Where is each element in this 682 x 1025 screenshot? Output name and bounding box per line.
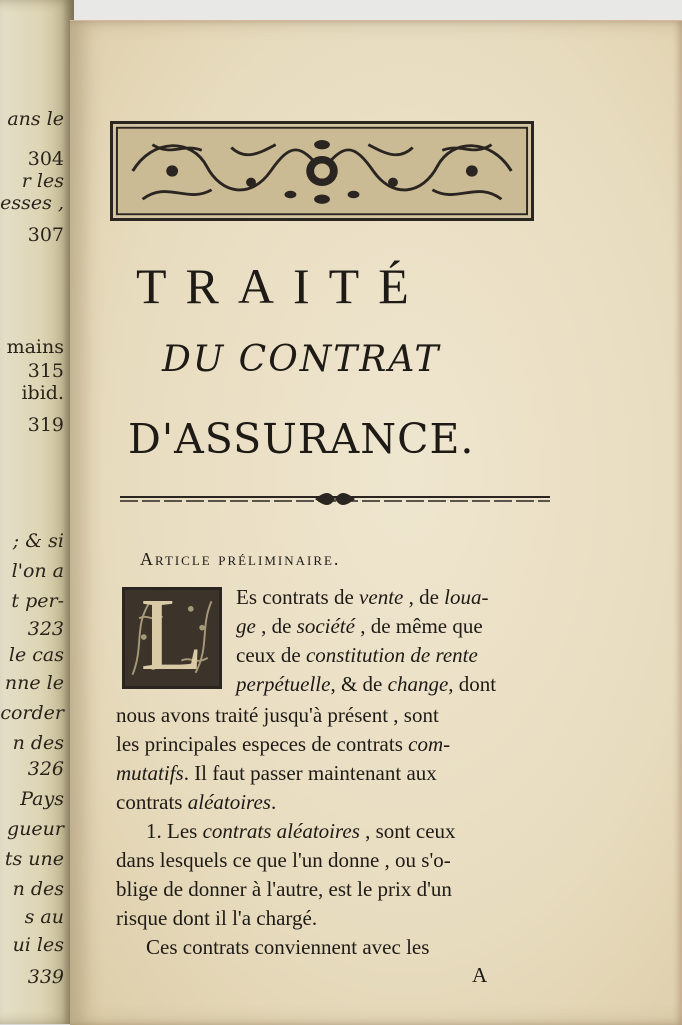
margin-fragment: r les <box>21 170 64 192</box>
signature-mark: A <box>472 963 488 987</box>
text-line: blige de donner à l'autre, est le prix d'un <box>116 877 452 901</box>
margin-fragment: ts une <box>4 848 64 870</box>
margin-fragment: corder <box>0 702 64 724</box>
text-line: contrats aléatoires. <box>116 790 277 814</box>
margin-fragment: s au <box>24 906 64 928</box>
margin-fragment: ibid. <box>21 382 64 404</box>
margin-fragment: ui les <box>12 934 64 956</box>
text-line: les principales especes de contrats com- <box>116 732 451 756</box>
margin-fragment: n des <box>12 732 64 754</box>
text-line: nous avons traité jusqu'à présent , sont <box>116 703 439 727</box>
margin-fragment: 339 <box>27 966 64 988</box>
margin-fragment: 315 <box>27 360 64 382</box>
left-page-edge <box>0 0 74 1024</box>
page-subtitle: DU CONTRAT <box>162 339 441 380</box>
text-line: 1. Les contrats aléatoires , sont ceux <box>146 819 456 843</box>
margin-fragment: le cas <box>8 644 64 666</box>
margin-fragment: Pays <box>20 788 64 810</box>
margin-fragment: esses , <box>0 192 64 214</box>
margin-fragment: t per- <box>11 590 64 612</box>
article-heading: Article préliminaire. <box>140 549 341 569</box>
margin-fragment: ans le <box>7 108 64 130</box>
title-page <box>70 20 682 1025</box>
margin-fragment: ; & si <box>12 530 64 552</box>
decorative-initial <box>122 587 222 689</box>
margin-fragment: 326 <box>27 758 64 780</box>
page-title: TRAITÉ <box>136 258 428 314</box>
text-line: Ces contrats conviennent avec les <box>146 935 430 959</box>
page-subtitle-main: D'ASSURANCE. <box>128 415 475 463</box>
margin-fragment: gueur <box>7 818 64 840</box>
margin-fragment: l'on a <box>11 560 64 582</box>
ornamental-rule-icon <box>120 491 550 507</box>
text-line: Es contrats de vente , de loua- <box>236 585 489 609</box>
text-line: risque dont il l'a chargé. <box>116 906 318 930</box>
margin-fragment: nne le <box>4 672 64 694</box>
text-line: dans lesquels ce que l'un donne , ou s'o- <box>116 848 451 872</box>
text-line: mutatifs. Il faut passer maintenant aux <box>116 761 437 785</box>
margin-fragment: 319 <box>27 414 64 436</box>
margin-fragment: n des <box>12 878 64 900</box>
text-line: ge , de société , de même que <box>236 614 483 638</box>
margin-fragment: 307 <box>27 224 64 246</box>
dropcap-letter: L <box>140 587 204 689</box>
foliage-ornament-icon <box>113 124 531 218</box>
margin-fragment: 323 <box>27 618 64 640</box>
text-line: ceux de constitution de rente <box>236 643 478 667</box>
ornamental-headpiece <box>110 121 534 221</box>
text-line: perpétuelle, & de change, dont <box>236 672 497 696</box>
margin-fragment: 304 <box>27 148 64 170</box>
margin-fragment: mains <box>6 336 64 358</box>
